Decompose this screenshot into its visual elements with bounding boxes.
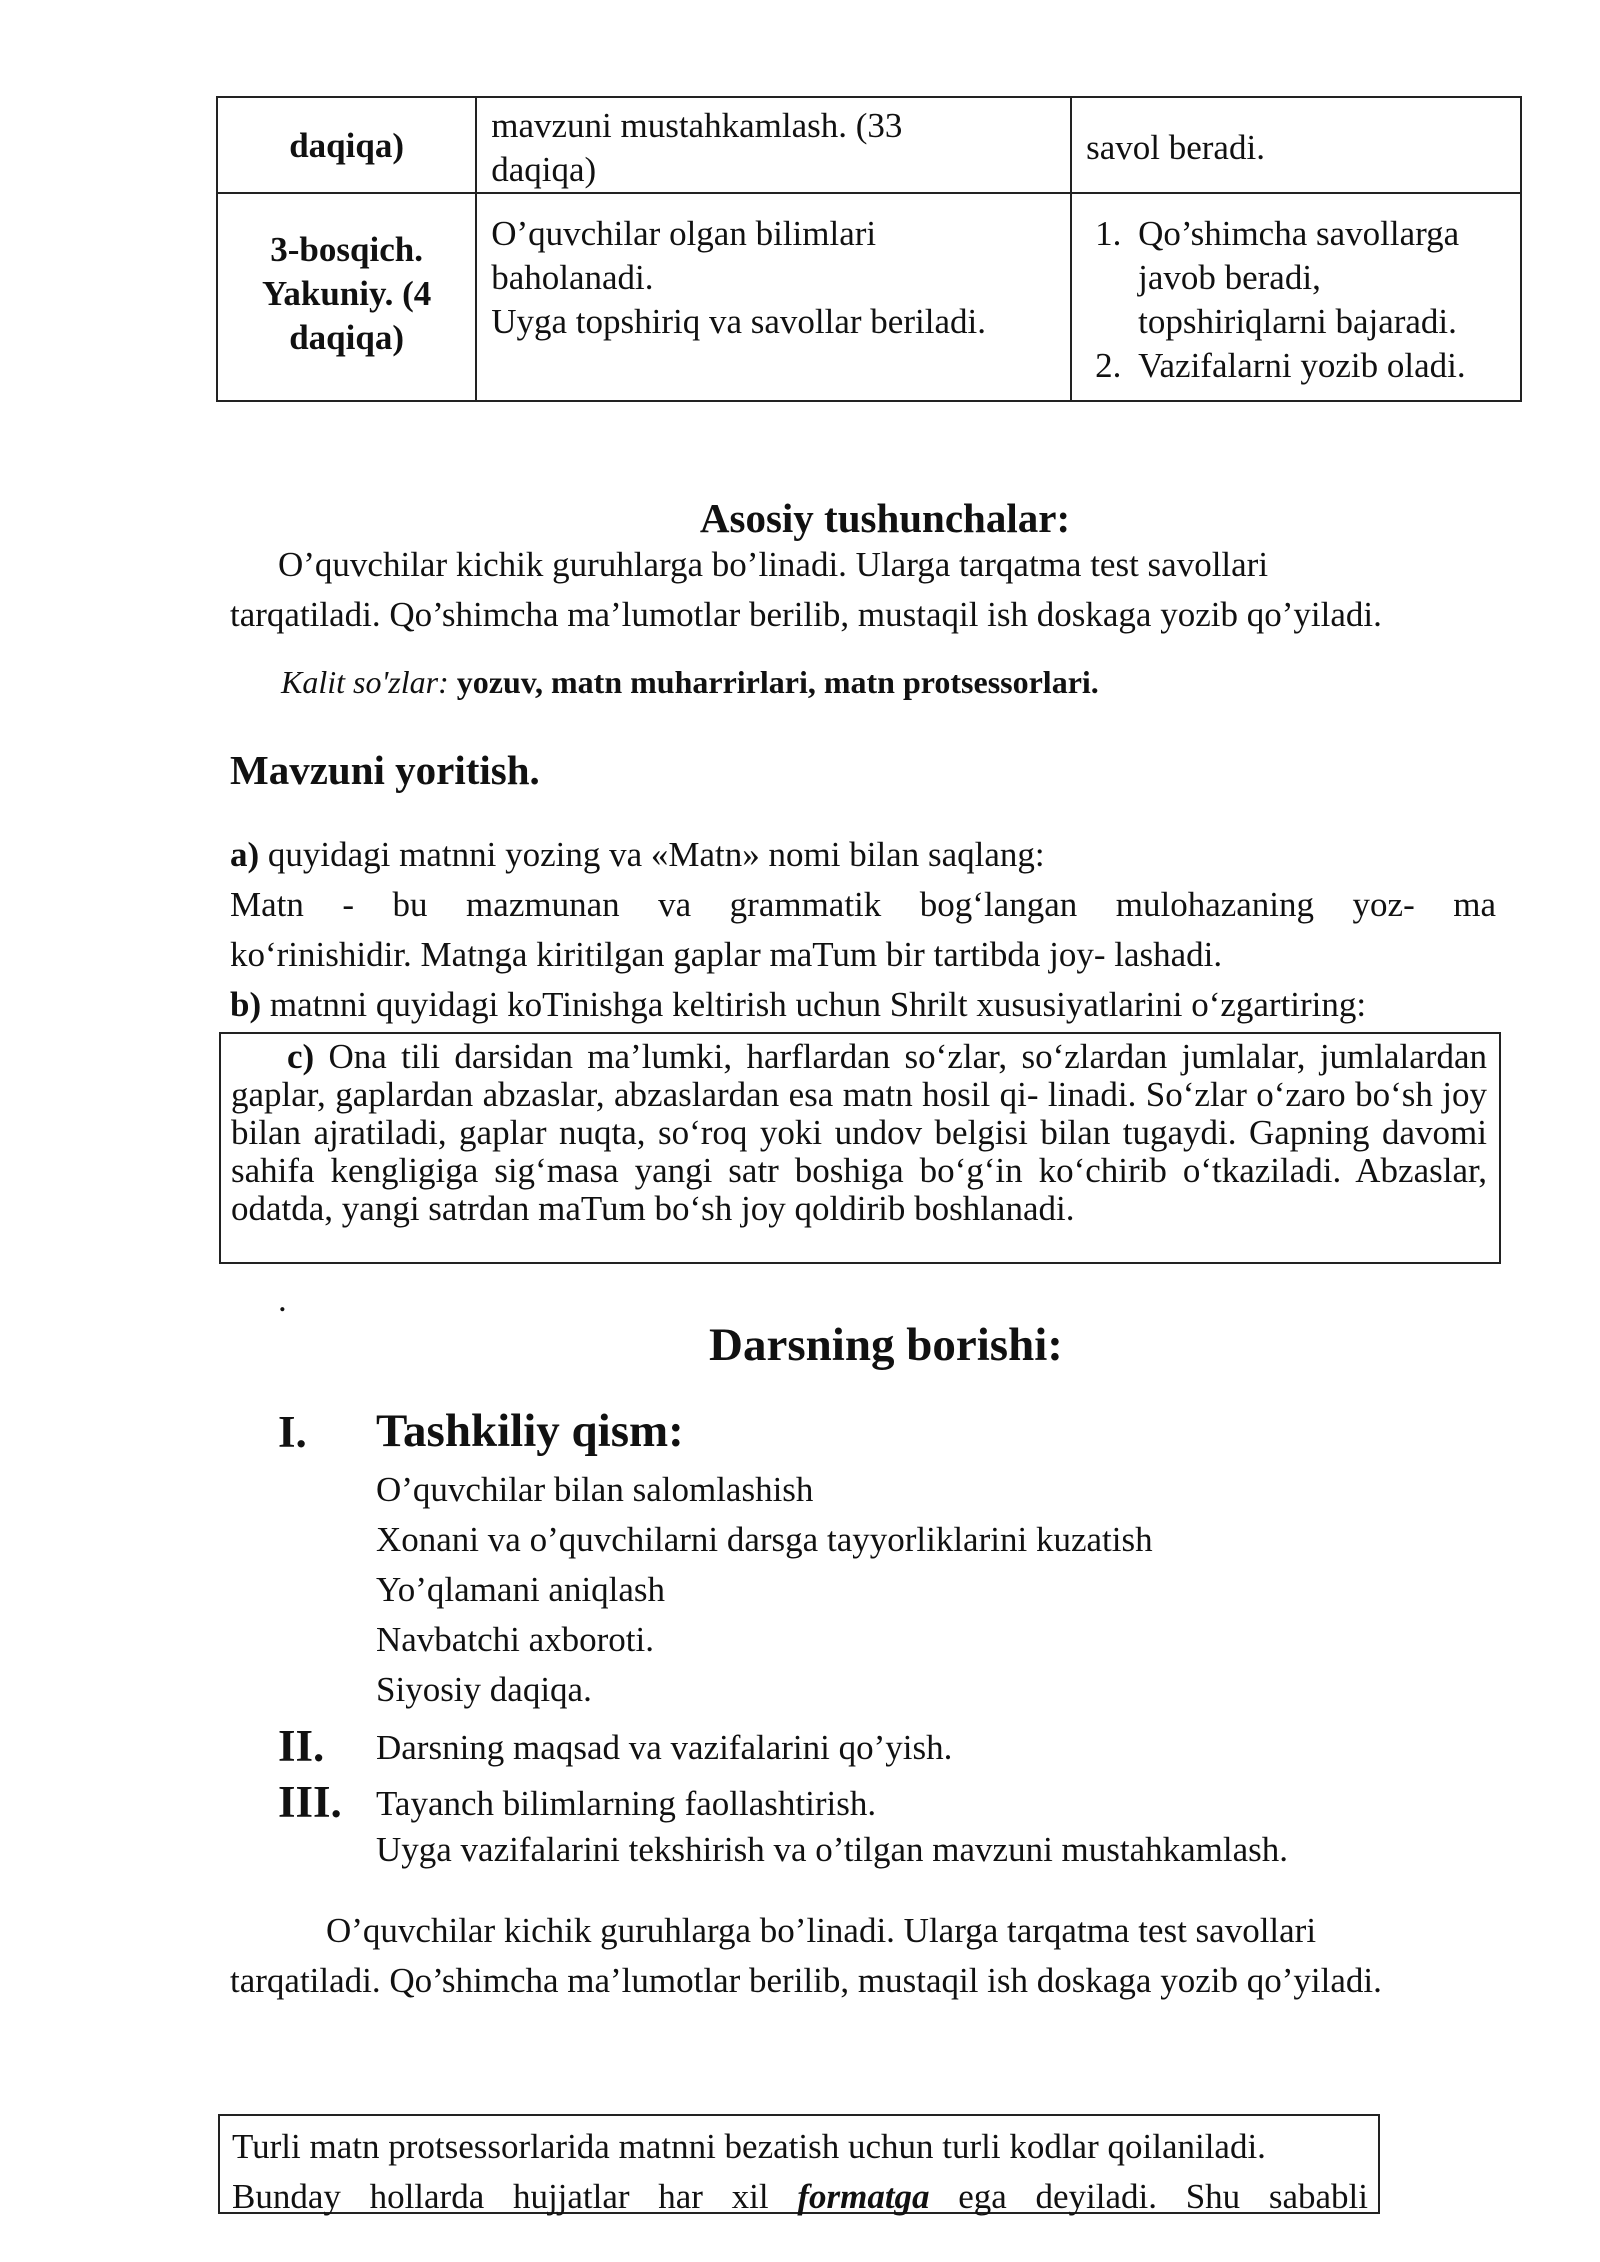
paragraph-line: Turli matn protsessorlarida matnni bezatish uchun turli kodlar qoilaniladi. [232, 2127, 1266, 2166]
task-label: a) [230, 835, 260, 874]
table-row [217, 193, 1521, 401]
list-item: 1. Qo’shimcha savollarga javob beradi, topshiriqlarni bajaradi. [1130, 212, 1510, 344]
section-numeral: I. [278, 1407, 307, 1457]
student-activity: savol beradi. [1086, 128, 1265, 167]
paragraph-line: O’quvchilar kichik guruhlarga bo’linadi. Ularga tarqatma test savollari [278, 545, 1269, 584]
table-cell [1071, 97, 1521, 193]
framed-text-box [219, 1032, 1501, 1264]
section-heading: Mavzuni yoritish. [230, 747, 540, 793]
task-text: Ona tili darsidan ma’lumki, harflardan so‘zlar, so‘zlardan jumlalar, jumlalardan gaplar, gaplardan abzaslar, abzaslardan esa matn hosil qi- linadi. So‘zlar o‘zaro bo‘sh joy bilan ajratiladi, gaplar nuqta, so‘roq yoki undov belgisi bilan tugaydi. Gapning davomi sahifa kengligiga sig‘masa yangi satr boshiga bo‘g‘in ko‘chirib o‘tkaziladi. Abzaslar, odatda, yangi satrdan maTum bo‘sh joy qoldirib boshlanadi. [231, 1037, 1487, 1228]
teacher-activity: mavzuni mustahkamlash. (33 daqiqa) [491, 106, 903, 189]
table-cell [217, 97, 476, 193]
table-cell [1071, 193, 1521, 401]
paragraph-line: O’quvchilar kichik guruhlarga bo’linadi. Ularga tarqatma test savollari [326, 1911, 1317, 1950]
keywords-value: yozuv, matn muharrirlari, matn protsessorlari. [456, 664, 1099, 700]
paragraph-line: Matn - bu mazmunan va grammatik bog‘langan mulohazaning yoz- ma [230, 885, 1496, 924]
list-item: O’quvchilar bilan salomlashish [376, 1470, 814, 1509]
section-numeral: II. [278, 1721, 325, 1771]
stray-dot: . [278, 1280, 287, 1319]
table-cell [476, 97, 1071, 193]
task-label: c) [287, 1037, 315, 1076]
paragraph-line: ko‘rinishidir. Matnga kiritilgan gaplar maTum bir tartibda joy- lashadi. [230, 935, 1223, 974]
task-text: matnni quyidagi koTinishga keltirish uchun Shrilt xususiyatlarini o‘zgartiring: [269, 985, 1367, 1024]
lesson-table [216, 96, 1522, 402]
student-activity [1072, 194, 1520, 388]
paragraph-line: Bunday hollarda hujjatlar har xil formatga ega deyiladi. Shu sababli [232, 2177, 1369, 2216]
table-cell [476, 193, 1071, 401]
list-item: Siyosiy daqiqa. [376, 1670, 592, 1709]
list-item: Tayanch bilimlarning faollashtirish. [376, 1784, 877, 1823]
subsection-title: Tashkiliy qism: [376, 1405, 684, 1457]
list-item: Yo’qlamani aniqlash [376, 1570, 666, 1609]
list-item: Xonani va o’quvchilarni darsga tayyorliklarini kuzatish [376, 1520, 1153, 1559]
keywords [281, 664, 1099, 701]
list-item: Darsning maqsad va vazifalarini qo’yish. [376, 1728, 953, 1767]
task-b [230, 980, 1366, 1030]
table-row [217, 97, 1521, 193]
stage-label: 3-bosqich. Yakuniy. (4 daqiqa) [261, 230, 432, 357]
task-label: b) [230, 985, 262, 1024]
teacher-activity: O’quvchilar olgan bilimlari baholanadi. Uyga topshiriq va savollar beriladi. [491, 214, 986, 341]
paragraph-line: tarqatiladi. Qo’shimcha ma’lumotlar berilib, mustaqil ish doskaga yozib qo’yiladi. [230, 1961, 1382, 2000]
section-numeral: III. [278, 1777, 342, 1827]
section-heading: Asosiy tushunchalar: [699, 495, 1071, 541]
stage-label: daqiqa) [289, 126, 404, 165]
list-item: Uyga vazifalarini tekshirish va o’tilgan mavzuni mustahkamlash. [376, 1830, 1289, 1869]
section-heading: Darsning borishi: [709, 1319, 1063, 1371]
keywords-label: Kalit so'zlar: [281, 664, 449, 700]
task-a [230, 830, 1045, 880]
emphasized-term: formatga [797, 2177, 930, 2216]
list-item: 2. Vazifalarni yozib oladi. [1130, 344, 1510, 388]
answer-list [1082, 212, 1510, 388]
paragraph-line: tarqatiladi. Qo’shimcha ma’lumotlar berilib, mustaqil ish doskaga yozib qo’yiladi. [230, 595, 1382, 634]
framed-text-box [218, 2114, 1380, 2214]
table-cell [217, 193, 476, 401]
task-text: quyidagi matnni yozing va «Matn» nomi bilan saqlang: [267, 835, 1045, 874]
list-item: Navbatchi axboroti. [376, 1620, 654, 1659]
